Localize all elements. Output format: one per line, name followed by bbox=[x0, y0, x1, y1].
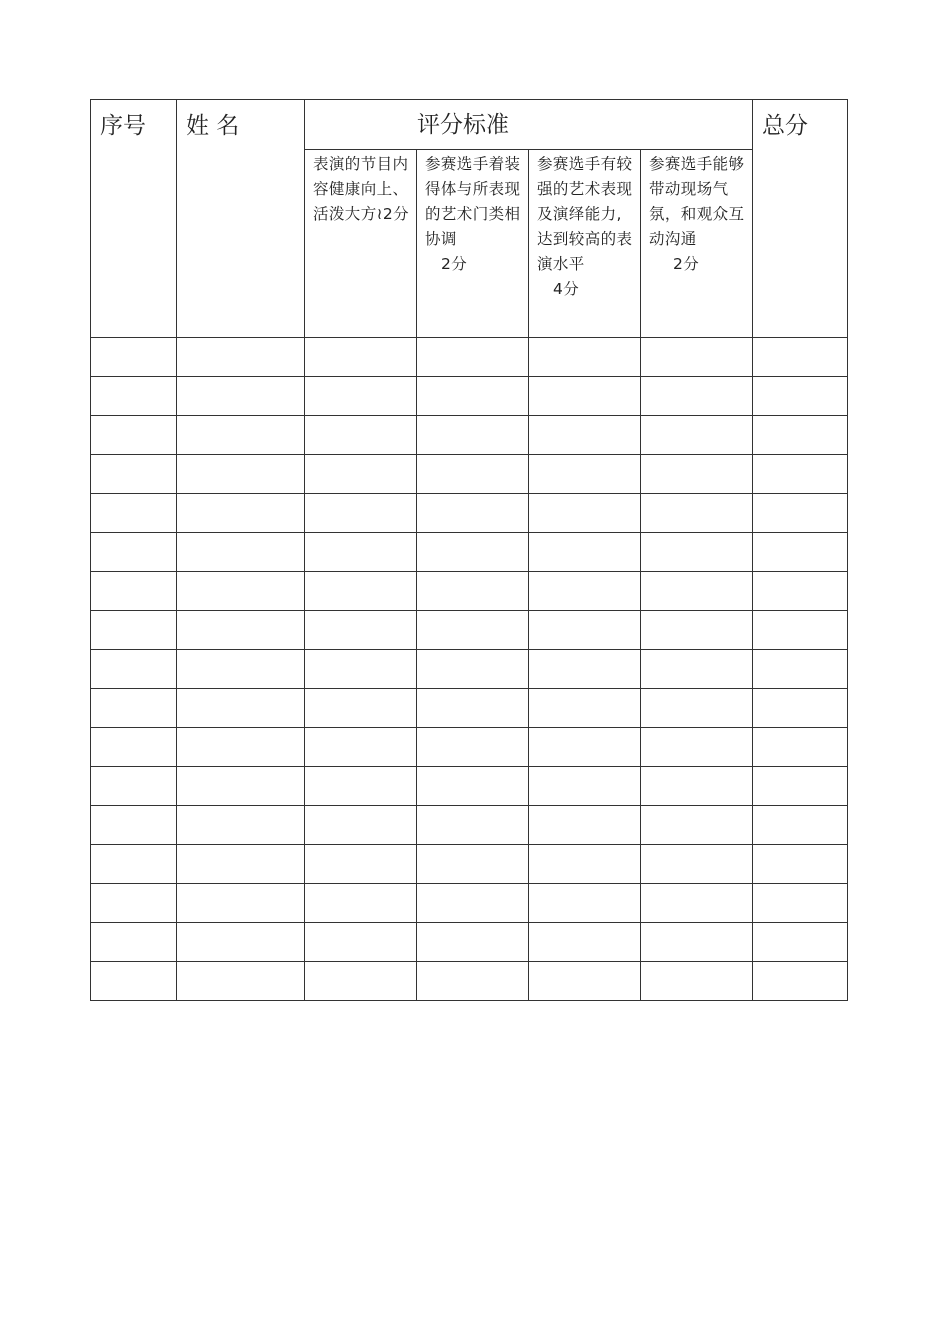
criterion-attire bbox=[417, 150, 529, 338]
content-score-cell[interactable] bbox=[305, 728, 417, 767]
name-cell[interactable] bbox=[177, 806, 305, 845]
seq-cell[interactable] bbox=[91, 767, 177, 806]
criterion-score: 4分 bbox=[553, 280, 580, 298]
performance-score-cell[interactable] bbox=[529, 455, 641, 494]
name-cell[interactable] bbox=[177, 884, 305, 923]
interaction-score-cell[interactable] bbox=[641, 650, 753, 689]
seq-cell[interactable] bbox=[91, 377, 177, 416]
performance-score-cell[interactable] bbox=[529, 728, 641, 767]
attire-score-cell[interactable] bbox=[417, 572, 529, 611]
attire-score-cell[interactable] bbox=[417, 533, 529, 572]
criterion-score: 2分 bbox=[441, 255, 468, 273]
table-row bbox=[91, 611, 848, 650]
performance-score-cell[interactable] bbox=[529, 494, 641, 533]
criterion-performance bbox=[529, 150, 641, 338]
total-cell[interactable] bbox=[753, 962, 848, 1001]
content-score-cell[interactable] bbox=[305, 416, 417, 455]
interaction-score-cell[interactable] bbox=[641, 533, 753, 572]
seq-cell[interactable] bbox=[91, 533, 177, 572]
criterion-text: 参赛选手有较强的艺术表现及演绎能力,达到较高的表演水平 bbox=[537, 155, 633, 273]
name-cell[interactable] bbox=[177, 923, 305, 962]
total-cell[interactable] bbox=[753, 884, 848, 923]
table-row bbox=[91, 416, 848, 455]
attire-score-cell[interactable] bbox=[417, 377, 529, 416]
content-score-cell[interactable] bbox=[305, 572, 417, 611]
performance-score-cell[interactable] bbox=[529, 884, 641, 923]
attire-score-cell[interactable] bbox=[417, 494, 529, 533]
attire-score-cell[interactable] bbox=[417, 884, 529, 923]
table-row bbox=[91, 650, 848, 689]
content-score-cell[interactable] bbox=[305, 611, 417, 650]
criterion-score: 2分 bbox=[673, 255, 700, 273]
table-row bbox=[91, 728, 848, 767]
content-score-cell[interactable] bbox=[305, 338, 417, 377]
content-score-cell[interactable] bbox=[305, 884, 417, 923]
interaction-score-cell[interactable] bbox=[641, 689, 753, 728]
content-score-cell[interactable] bbox=[305, 455, 417, 494]
total-header: 总分 bbox=[753, 100, 848, 338]
interaction-score-cell[interactable] bbox=[641, 611, 753, 650]
seq-cell[interactable] bbox=[91, 689, 177, 728]
seq-cell[interactable] bbox=[91, 338, 177, 377]
seq-cell[interactable] bbox=[91, 884, 177, 923]
interaction-score-cell[interactable] bbox=[641, 884, 753, 923]
total-cell[interactable] bbox=[753, 611, 848, 650]
seq-cell[interactable] bbox=[91, 845, 177, 884]
attire-score-cell[interactable] bbox=[417, 923, 529, 962]
performance-score-cell[interactable] bbox=[529, 923, 641, 962]
name-header: 姓 名 bbox=[177, 100, 305, 338]
table-row bbox=[91, 494, 848, 533]
seq-cell[interactable] bbox=[91, 416, 177, 455]
interaction-score-cell[interactable] bbox=[641, 377, 753, 416]
name-cell[interactable] bbox=[177, 962, 305, 1001]
name-cell[interactable] bbox=[177, 416, 305, 455]
total-cell[interactable] bbox=[753, 845, 848, 884]
seq-cell[interactable] bbox=[91, 650, 177, 689]
seq-cell[interactable] bbox=[91, 611, 177, 650]
interaction-score-cell[interactable] bbox=[641, 572, 753, 611]
table-row bbox=[91, 572, 848, 611]
name-cell[interactable] bbox=[177, 767, 305, 806]
content-score-cell[interactable] bbox=[305, 650, 417, 689]
criterion-text: 参赛选手能够带动现场气氛，和观众互动沟通 bbox=[649, 155, 745, 248]
criteria-header: 评分标准 bbox=[305, 100, 753, 150]
total-cell[interactable] bbox=[753, 338, 848, 377]
name-cell[interactable] bbox=[177, 611, 305, 650]
attire-score-cell[interactable] bbox=[417, 962, 529, 1001]
attire-score-cell[interactable] bbox=[417, 338, 529, 377]
interaction-score-cell[interactable] bbox=[641, 923, 753, 962]
attire-score-cell[interactable] bbox=[417, 650, 529, 689]
table-row bbox=[91, 533, 848, 572]
total-cell[interactable] bbox=[753, 689, 848, 728]
name-cell[interactable] bbox=[177, 572, 305, 611]
table-row bbox=[91, 767, 848, 806]
interaction-score-cell[interactable] bbox=[641, 455, 753, 494]
table-row bbox=[91, 845, 848, 884]
content-score-cell[interactable] bbox=[305, 689, 417, 728]
performance-score-cell[interactable] bbox=[529, 611, 641, 650]
table-row bbox=[91, 455, 848, 494]
attire-score-cell[interactable] bbox=[417, 455, 529, 494]
interaction-score-cell[interactable] bbox=[641, 494, 753, 533]
attire-score-cell[interactable] bbox=[417, 689, 529, 728]
header-row bbox=[91, 100, 848, 150]
total-cell[interactable] bbox=[753, 650, 848, 689]
name-cell[interactable] bbox=[177, 533, 305, 572]
performance-score-cell[interactable] bbox=[529, 806, 641, 845]
content-score-cell[interactable] bbox=[305, 533, 417, 572]
attire-score-cell[interactable] bbox=[417, 767, 529, 806]
criterion-text: 参赛选手着装得体与所表现的艺术门类相协调 bbox=[425, 155, 521, 248]
seq-cell[interactable] bbox=[91, 494, 177, 533]
interaction-score-cell[interactable] bbox=[641, 962, 753, 1001]
content-score-cell[interactable] bbox=[305, 845, 417, 884]
seq-cell[interactable] bbox=[91, 572, 177, 611]
total-cell[interactable] bbox=[753, 923, 848, 962]
performance-score-cell[interactable] bbox=[529, 650, 641, 689]
table-row bbox=[91, 377, 848, 416]
total-cell[interactable] bbox=[753, 533, 848, 572]
name-cell[interactable] bbox=[177, 728, 305, 767]
performance-score-cell[interactable] bbox=[529, 572, 641, 611]
score-table bbox=[90, 99, 848, 1001]
table-row bbox=[91, 338, 848, 377]
interaction-score-cell[interactable] bbox=[641, 416, 753, 455]
content-score-cell[interactable] bbox=[305, 767, 417, 806]
attire-score-cell[interactable] bbox=[417, 416, 529, 455]
content-score-cell[interactable] bbox=[305, 494, 417, 533]
seq-cell[interactable] bbox=[91, 962, 177, 1001]
content-score-cell[interactable] bbox=[305, 962, 417, 1001]
attire-score-cell[interactable] bbox=[417, 845, 529, 884]
table-row bbox=[91, 806, 848, 845]
interaction-score-cell[interactable] bbox=[641, 728, 753, 767]
name-cell[interactable] bbox=[177, 494, 305, 533]
performance-score-cell[interactable] bbox=[529, 767, 641, 806]
table-row bbox=[91, 689, 848, 728]
total-cell[interactable] bbox=[753, 494, 848, 533]
interaction-score-cell[interactable] bbox=[641, 767, 753, 806]
table-row bbox=[91, 884, 848, 923]
table-row bbox=[91, 962, 848, 1001]
total-cell[interactable] bbox=[753, 728, 848, 767]
performance-score-cell[interactable] bbox=[529, 689, 641, 728]
total-cell[interactable] bbox=[753, 377, 848, 416]
total-cell[interactable] bbox=[753, 455, 848, 494]
interaction-score-cell[interactable] bbox=[641, 845, 753, 884]
name-cell[interactable] bbox=[177, 650, 305, 689]
name-cell[interactable] bbox=[177, 338, 305, 377]
score-sheet bbox=[90, 99, 847, 1001]
attire-score-cell[interactable] bbox=[417, 611, 529, 650]
content-score-cell[interactable] bbox=[305, 923, 417, 962]
criterion-content bbox=[305, 150, 417, 338]
criterion-interaction bbox=[641, 150, 753, 338]
seq-cell[interactable] bbox=[91, 728, 177, 767]
content-score-cell[interactable] bbox=[305, 806, 417, 845]
attire-score-cell[interactable] bbox=[417, 728, 529, 767]
seq-cell[interactable] bbox=[91, 455, 177, 494]
performance-score-cell[interactable] bbox=[529, 962, 641, 1001]
interaction-score-cell[interactable] bbox=[641, 338, 753, 377]
seq-header: 序号 bbox=[91, 100, 177, 338]
performance-score-cell[interactable] bbox=[529, 377, 641, 416]
total-cell[interactable] bbox=[753, 767, 848, 806]
total-cell[interactable] bbox=[753, 416, 848, 455]
name-cell[interactable] bbox=[177, 845, 305, 884]
performance-score-cell[interactable] bbox=[529, 533, 641, 572]
content-score-cell[interactable] bbox=[305, 377, 417, 416]
seq-cell[interactable] bbox=[91, 806, 177, 845]
performance-score-cell[interactable] bbox=[529, 845, 641, 884]
performance-score-cell[interactable] bbox=[529, 338, 641, 377]
name-cell[interactable] bbox=[177, 377, 305, 416]
table-row bbox=[91, 923, 848, 962]
criterion-text: 表演的节目内容健康向上、活泼大方≀2分 bbox=[313, 155, 409, 223]
name-cell[interactable] bbox=[177, 689, 305, 728]
seq-cell[interactable] bbox=[91, 923, 177, 962]
interaction-score-cell[interactable] bbox=[641, 806, 753, 845]
total-cell[interactable] bbox=[753, 572, 848, 611]
attire-score-cell[interactable] bbox=[417, 806, 529, 845]
performance-score-cell[interactable] bbox=[529, 416, 641, 455]
total-cell[interactable] bbox=[753, 806, 848, 845]
name-cell[interactable] bbox=[177, 455, 305, 494]
